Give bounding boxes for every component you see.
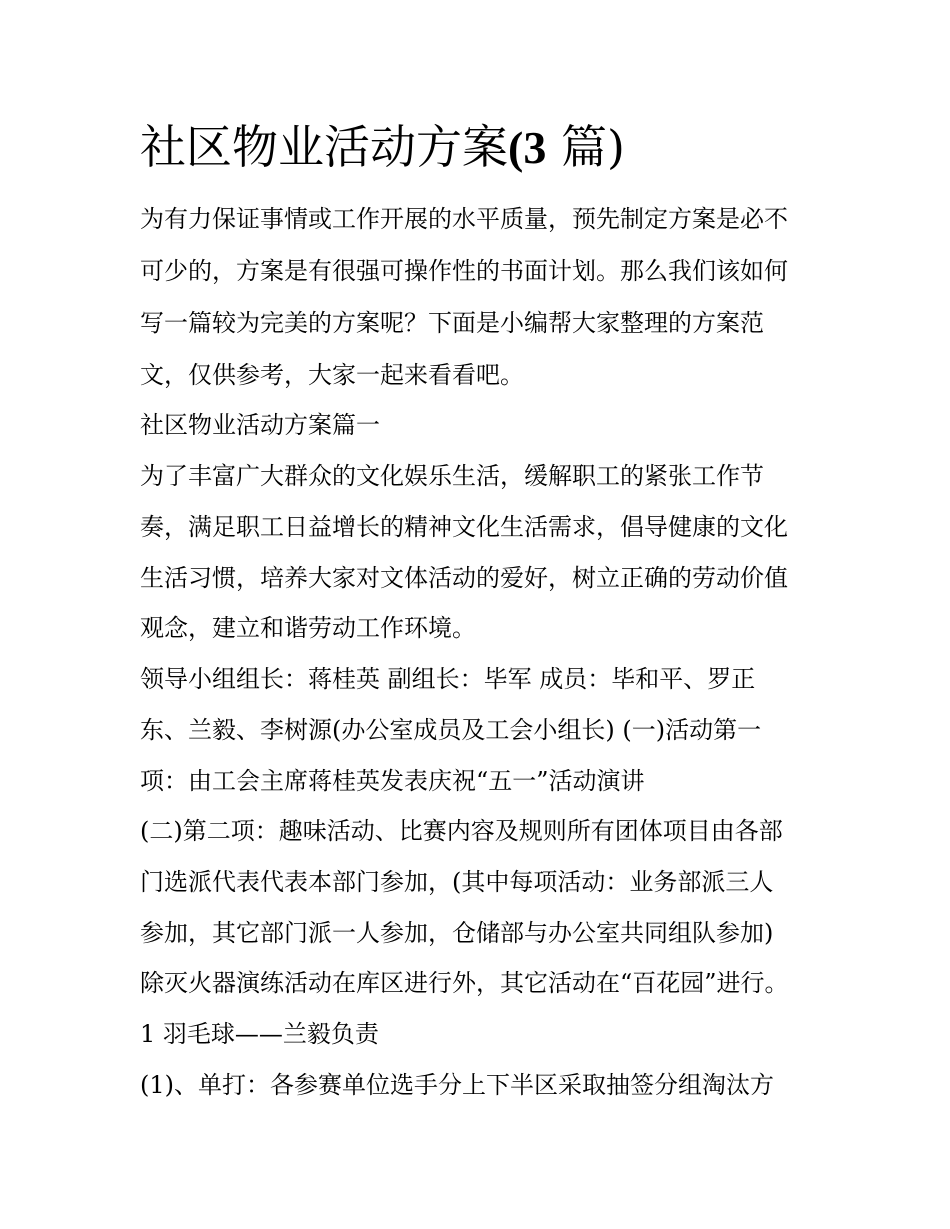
section-heading: 社区物业活动方案篇一 (140, 411, 380, 439)
intro-line-2: 可少的，方案是有很强可操作性的书面计划。那么我们该如何 (140, 257, 788, 285)
title-main: 社区物业活动方案 (140, 120, 508, 174)
title-open-paren: ( (508, 122, 524, 173)
document-title (140, 112, 625, 183)
body-line-1: 为了丰富广大群众的文化娱乐生活，缓解职工的紧张工作节 (140, 462, 764, 490)
body-line-2: 奏，满足职工日益增长的精神文化生活需求，倡导健康的文化 (140, 513, 788, 541)
body-line-11: 除灭火器演练活动在库区进行外，其它活动在“百花园”进行。 (140, 969, 789, 997)
body-line-5: 领导小组组长：蒋桂英 副组长：毕军 成员：毕和平、罗正 (140, 665, 756, 693)
body-line-6: 东、兰毅、李树源(办公室成员及工会小组长) (一)活动第一 (140, 716, 762, 744)
body-line-13: (1)、单打：各参赛单位选手分上下半区采取抽签分组淘汰方 (140, 1071, 774, 1099)
intro-line-3: 写一篇较为完美的方案呢？下面是小编帮大家整理的方案范 (140, 309, 764, 337)
body-line-9: 门选派代表代表本部门参加，(其中每项活动：业务部派三人 (140, 868, 774, 896)
body-line-8: (二)第二项：趣味活动、比赛内容及规则所有团体项目由各部 (140, 817, 783, 845)
body-line-12: 1 羽毛球——兰毅负责 (140, 1020, 379, 1048)
body-line-4: 观念，建立和谐劳动工作环境。 (140, 614, 476, 642)
body-line-3: 生活习惯，培养大家对文体活动的爱好，树立正确的劳动价值 (140, 564, 788, 592)
body-line-7: 项：由工会主席蒋桂英发表庆祝“五一”活动演讲 (140, 767, 645, 795)
title-number: 3 (523, 122, 547, 173)
body-line-10: 参加，其它部门派一人参加，仓储部与办公室共同组队参加) (140, 919, 774, 947)
intro-line-4: 文，仅供参考，大家一起来看看吧。 (140, 361, 524, 389)
title-rest: 篇) (546, 120, 625, 174)
intro-line-1: 为有力保证事情或工作开展的水平质量，预先制定方案是必不 (140, 205, 788, 233)
